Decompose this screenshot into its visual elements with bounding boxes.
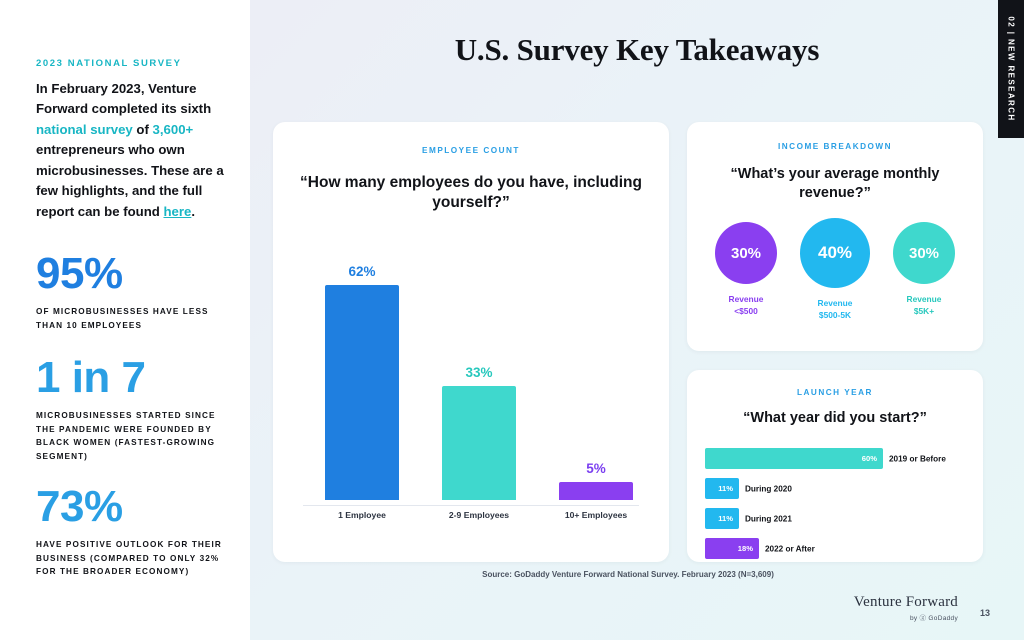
income-segment-1: [701, 222, 791, 317]
stat-block-3: [36, 482, 224, 579]
report-here-link[interactable]: here: [163, 203, 192, 219]
bar-column-1: [325, 264, 399, 500]
bar-label-3: 10+ Employees: [564, 510, 628, 520]
income-value-2: 40%: [817, 243, 853, 262]
bar-column-3: [559, 461, 633, 500]
launch-label-1: 2019 or Before: [889, 454, 946, 463]
stat-value-3: 73%: [36, 482, 123, 532]
bar-value-1: 62%: [348, 264, 376, 279]
stat-block-2: [36, 353, 224, 463]
stat-block-1: [36, 249, 224, 332]
income-caption-2-line1: Revenue: [817, 298, 853, 308]
launch-row-3: [705, 508, 969, 529]
income-caption-1-line1: Revenue: [728, 294, 764, 304]
footer-logo: [854, 594, 958, 622]
launch-bar-4: [705, 538, 759, 559]
employee-count-card: [273, 122, 669, 562]
employee-bar-chart: [303, 264, 639, 500]
income-segment-3: [879, 222, 969, 317]
bar-axis-labels: [303, 510, 639, 526]
bar-value-2: 33%: [465, 365, 493, 380]
income-breakdown-card: [687, 122, 983, 351]
intro-text-2: of: [132, 121, 153, 137]
income-circle-2: [800, 218, 870, 288]
income-value-3: 30%: [908, 244, 940, 262]
section-tab-label: 02 | NEW RESEARCH: [1006, 16, 1016, 122]
main-content: [250, 0, 1024, 640]
launch-bar-1: [705, 448, 883, 469]
launch-label-4: 2022 or After: [765, 544, 815, 553]
income-caption-2-line2: $500-5K: [818, 310, 852, 321]
launch-card-eyebrow: LAUNCH YEAR: [797, 388, 873, 397]
bar-rect-3: [559, 482, 633, 500]
launch-bar-chart: [705, 448, 969, 568]
income-card-eyebrow: INCOME BREAKDOWN: [777, 142, 893, 151]
launch-label-2: During 2020: [745, 484, 792, 493]
income-caption-3-line2: $5K+: [913, 306, 935, 317]
bar-value-3: 5%: [586, 461, 606, 476]
launch-row-4: [705, 538, 969, 559]
bar-label-1: 1 Employee: [338, 510, 386, 520]
intro-text-3: entrepreneurs who own microbusinesses. These are a few highlights, and the full report can be found: [36, 142, 224, 219]
national-survey-link[interactable]: national survey: [36, 121, 133, 137]
employee-card-question: “How many employees do you have, including yourself?”: [300, 174, 642, 212]
stat-caption-1: OF MICROBUSINESSES HAVE LESS THAN 10 EMPLOYEES: [36, 307, 209, 330]
bar-rect-2: [442, 386, 516, 500]
survey-eyebrow: 2023 NATIONAL SURVEY: [36, 58, 182, 69]
income-circle-1: [715, 222, 777, 284]
page-number: 13: [979, 608, 990, 618]
bar-label-2: 2-9 Employees: [448, 510, 510, 520]
launch-value-3: 11%: [718, 514, 733, 523]
launch-label-3: During 2021: [745, 514, 792, 523]
intro-text-4: .: [191, 203, 196, 219]
income-caption-3: [879, 293, 969, 317]
income-caption-2: [790, 297, 880, 321]
stat-value-2: 1 in 7: [36, 353, 146, 403]
intro-paragraph: [36, 79, 224, 222]
income-circle-3: [893, 222, 955, 284]
stat-caption-2: MICROBUSINESSES STARTED SINCE THE PANDEMIC WERE FOUNDED BY BLACK WOMEN (FASTEST-GROWING SEGMENT): [36, 411, 216, 461]
stat-value-1: 95%: [36, 249, 123, 299]
bar-column-2: [442, 365, 516, 500]
bar-rect-1: [325, 285, 399, 500]
intro-text-1: In February 2023, Venture Forward completed its sixth: [36, 81, 212, 117]
income-caption-3-line1: Revenue: [906, 294, 942, 304]
income-caption-1: [701, 293, 791, 317]
brand-byline: by ⓖ GoDaddy: [909, 615, 958, 622]
respondent-count: 3,600+: [152, 121, 194, 137]
launch-bar-3: [705, 508, 739, 529]
left-panel: [0, 0, 250, 640]
income-card-question: “What’s your average monthly revenue?”: [730, 166, 940, 201]
page-title: U.S. Survey Key Takeaways: [454, 32, 820, 67]
stat-caption-3: HAVE POSITIVE OUTLOOK FOR THEIR BUSINESS (COMPARED TO ONLY 32% FOR THE BROADER ECONOMY): [36, 540, 222, 577]
income-segment-2: [790, 222, 880, 321]
launch-row-2: [705, 478, 969, 499]
section-tab: [998, 0, 1024, 138]
launch-card-question: “What year did you start?”: [743, 410, 927, 426]
launch-year-card: [687, 370, 983, 562]
income-circle-chart: [687, 222, 983, 342]
bar-axis-line: [303, 505, 639, 506]
source-note: Source: GoDaddy Venture Forward National Survey. February 2023 (N=3,609): [482, 570, 774, 579]
launch-value-2: 11%: [718, 484, 733, 493]
employee-card-eyebrow: EMPLOYEE COUNT: [422, 146, 520, 155]
income-caption-1-line2: <$500: [734, 306, 758, 317]
launch-bar-2: [705, 478, 739, 499]
launch-value-1: 60%: [861, 454, 877, 463]
brand-name: Venture Forward: [853, 594, 958, 610]
launch-row-1: [705, 448, 969, 469]
income-value-1: 30%: [730, 244, 762, 262]
launch-value-4: 18%: [737, 544, 753, 553]
